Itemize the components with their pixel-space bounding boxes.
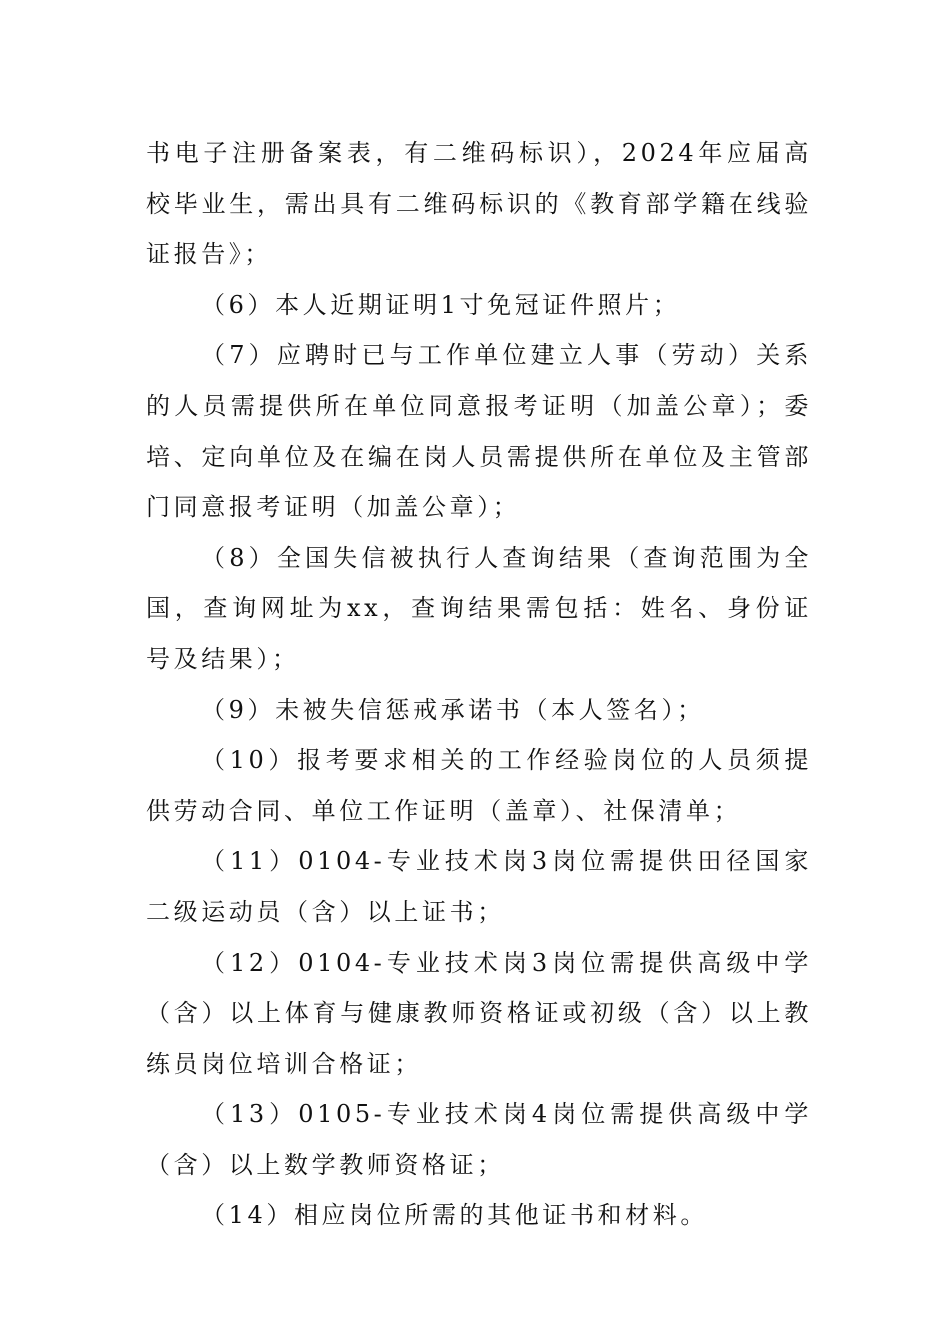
paragraph-item-13: （13）0105-专业技术岗4岗位需提供高级中学（含）以上数学教师资格证；: [146, 1100, 812, 1179]
paragraph-item-10: （10）报考要求相关的工作经验岗位的人员须提供劳动合同、单位工作证明（盖章）、社保清单；: [146, 746, 812, 825]
paragraph-item-9: （9）未被失信惩戒承诺书（本人签名）；: [201, 695, 705, 724]
paragraph-item-7: （7）应聘时已与工作单位建立人事（劳动）关系的人员需提供所在单位同意报考证明（加盖公章）；委培、定向单位及在编在岗人员需提供所在单位及主管部门同意报考证明（加盖公章）；: [146, 341, 812, 522]
paragraph-continuation: 书电子注册备案表，有二维码标识），2024年应届高校毕业生，需出具有二维码标识的《教育部学籍在线验证报告》；: [146, 139, 812, 269]
paragraph-item-11: （11）0104-专业技术岗3岗位需提供田径国家二级运动员（含）以上证书；: [146, 847, 812, 926]
document-body: [146, 128, 812, 1241]
paragraph-item-12: （12）0104-专业技术岗3岗位需提供高级中学（含）以上体育与健康教师资格证或初级（含）以上教练员岗位培训合格证；: [146, 948, 812, 1078]
paragraph-item-8: （8）全国失信被执行人查询结果（查询范围为全国，查询网址为xx，查询结果需包括：姓名、身份证号及结果）；: [146, 543, 812, 673]
paragraph-item-14: （14）相应岗位所需的其他证书和材料。: [201, 1201, 708, 1230]
paragraph-item-6: （6）本人近期证明1寸免冠证件照片；: [201, 290, 681, 319]
